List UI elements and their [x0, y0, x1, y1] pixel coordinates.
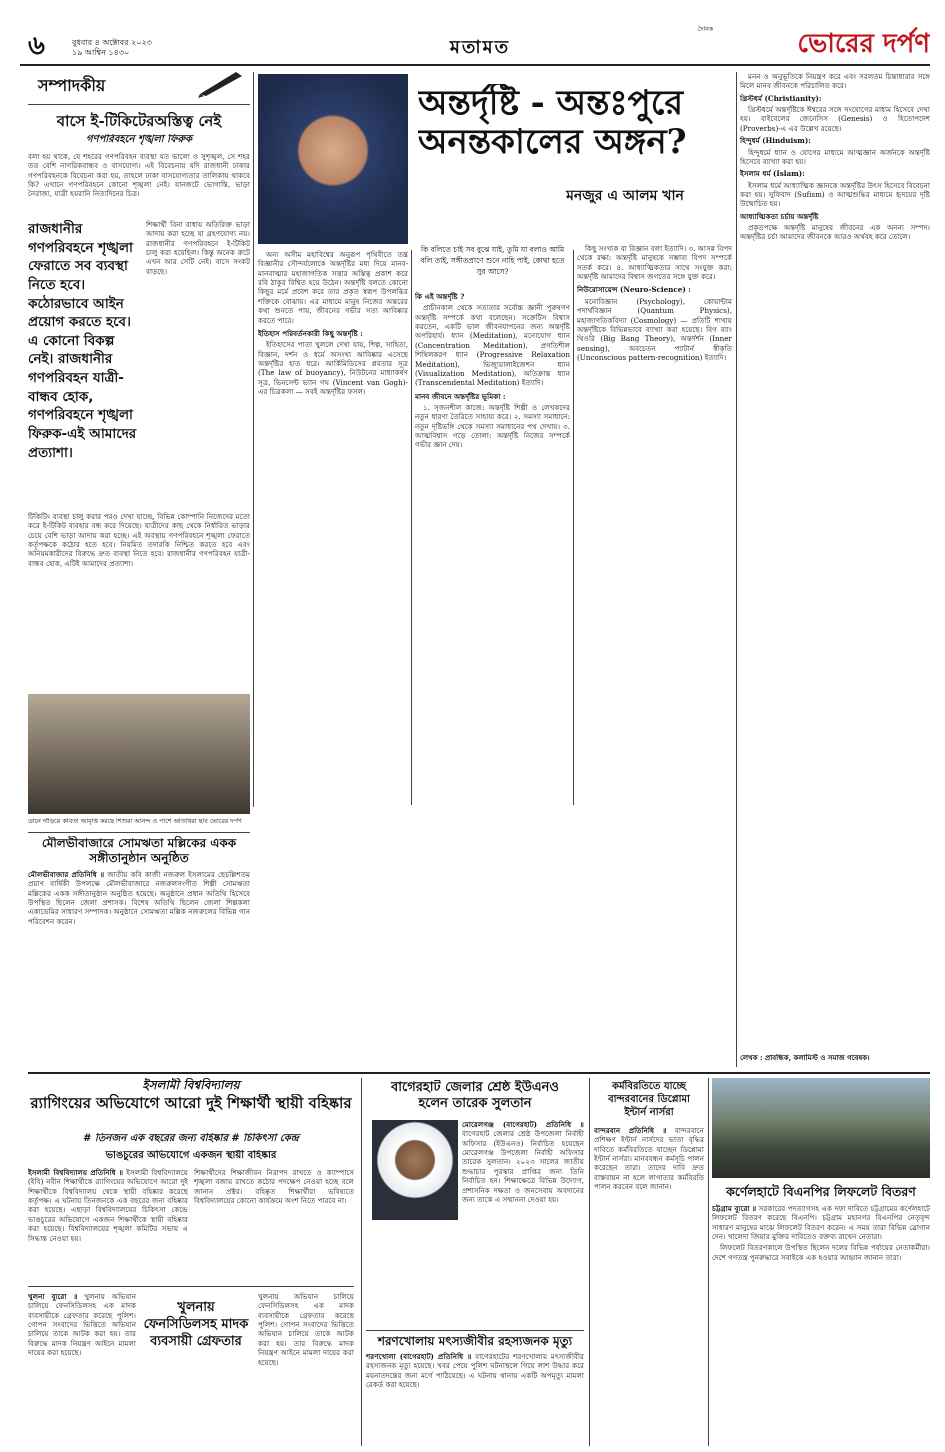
op-ed-col-2-text: প্রাচীনকাল থেকে সত্যতার সর্বোচ্চ জ্ঞানী পুরুষগণ অন্তর্দৃষ্টি সম্পর্কে কথা বলেছেন। সক্রেটিস বিশ্বাস করতেন, একটি ভাল জীবনযাপনের জন্য অন্তর্দৃষ্টি অপরিহার্য। ধ্যান (Meditation), মনোযোগ ধ্যান (Concentration Meditation), প্রগতিশীল শিথিলকরণ ধ্যান (Progressive Relaxation Meditation), ভিজ্যুয়ালাইজেশন ধ্যান (Visualization Meditation), অতিক্রান্ত ধ্যান (Transcendental Meditation) ইত্যাদি।	[415, 303, 570, 388]
op-ed-col-3-subhead: নিউরোসায়েন্স (Neuro-Science) :	[577, 285, 691, 295]
editorial-top-rule	[28, 104, 250, 105]
masthead-small: দৈনিক	[698, 26, 714, 33]
bandarban-headline	[594, 1080, 704, 1119]
editorial-label	[28, 72, 250, 102]
iu-dateline: ইসলামী বিশ্ববিদ্যালয় প্রতিনিধি ॥	[28, 1168, 124, 1177]
page-header	[0, 0, 945, 66]
editorial-headline: বাসে ই-টিকিটেরঅস্তিত্ব নেই	[56, 112, 222, 130]
karnaphuli-body-2: লিফলেট বিতরণকালে উপস্থিত ছিলেন দলের বিভিন্ন পর্যায়ের নেতাকর্মীরা। দেশে গণতন্ত্র পুনরুদ্ধারে সবাইকে এক হওয়ার আহ্বান জানান তারা।	[712, 1243, 930, 1262]
bagerhat-headline-line-2: হলেন তারেক সুলতান	[418, 1096, 532, 1112]
karnaphuli-dateline: চট্টগ্রাম ব্যুরো ॥	[712, 1204, 757, 1213]
masthead	[690, 26, 930, 64]
khulna-dateline: খুলনা ব্যুরো ॥	[28, 1292, 78, 1301]
op-ed-headline-line-1: অন্তর্দৃষ্টি - অন্তঃপুরে	[418, 84, 684, 123]
divider-bottom	[28, 1072, 930, 1074]
bagerhat-headline	[366, 1080, 584, 1113]
op-ed-col-4-text: মনন ও অনুভূতিকে নিয়ন্ত্রণ করে এবং সরলতম চিন্তাধারার সঙ্গে মিলে মানব জীবনকে পরিচালিত করে।	[740, 72, 930, 91]
editorial-subhead: গণপরিবহনে শৃঙ্খলা ফিরুক	[85, 134, 193, 145]
sharankhola-headline: শরণখোলায় মৎস্যজীবীর রহস্যজনক মৃত্যু	[377, 1334, 573, 1348]
op-ed-col-4-text-e: প্রকৃতপক্ষে অন্তর্দৃষ্টি মানুষের জীবনের এক অনন্য সম্পদ। অন্তর্দৃষ্টির চর্চা আমাদের জীবনকে আরও অর্থবহ করে তোলে।	[740, 223, 930, 242]
op-ed-col-2-subhead: কি এই অন্তর্দৃষ্টি ?	[415, 292, 465, 301]
iu-headline: র‌্যাগিংয়ের অভিযোগে আরো দুই শিক্ষার্থী স্থায়ী বহিষ্কার	[30, 1094, 352, 1112]
divider-sharankhola-top	[366, 1330, 584, 1331]
masthead-logo: ভোরের দর্পণ	[797, 29, 930, 59]
header-rule	[20, 64, 930, 66]
op-ed-author-note: লেখক : প্রাবন্ধিক, কলামিস্ট ও সমাজ গবেষক।	[740, 1054, 870, 1062]
karnaphuli-article	[712, 1204, 930, 1444]
op-ed-author: মনজুর এ আলম খান	[566, 188, 684, 204]
iu-article-col-2: শিক্ষার্থীদের শিক্ষাজীবন নিরাপদ রাখতে ও ক্যাম্পাসে শৃঙ্খলা বজায় রাখতে কঠোর পদক্ষেপ নেওয়া হচ্ছে বলে জানান প্রক্টর। বহিষ্কৃত শিক্ষার্থীরা ভবিষ্যতে বিশ্ববিদ্যালয়ের কোনো কার্যক্রমে অংশ নিতে পারবে না।	[194, 1168, 354, 1206]
iu-kicker: ইসলামী বিশ্ববিদ্যালয়	[142, 1078, 240, 1092]
section-title: মতামত	[449, 37, 511, 58]
moulvibazar-headline: মৌলভীবাজারে সোমঋতা মল্লিকের একক সঙ্গীতানুষ্ঠান অনুষ্ঠিত	[41, 836, 237, 865]
moulvibazar-dateline: মৌলভীবাজার প্রতিনিধি ॥	[28, 870, 105, 879]
editorial-pullquote: রাজধানীর গণপরিবহনে শৃঙ্খলা ফেরাতে সব ব্যবস্থা নিতে হবে। কঠোরভাবে আইন প্রয়োগ করতে হবে। এ কোনো বিকল্প নেই। রাজধানীর গণপরিবহন যাত্রী-বান্ধব হোক, গণপরিবহনে শৃঙ্খলা ফিরুক-এই আমাদের প্রত্যাশা।	[28, 221, 137, 461]
op-ed-headline-line-2: অনন্তকালের অঙ্গন?	[418, 122, 687, 163]
op-ed-col-4-text-b: খ্রিস্টধর্মে অন্তর্দৃষ্টিকে ঈশ্বরের সঙ্গে সংযোগের মাধ্যম হিসেবে দেখা হয়। বাইবেলের জেনেসিস (Genesis) ও হিতোপদেশ (Proverbs)-এ এর উল্লেখ রয়েছে।	[740, 105, 930, 133]
iu-body: ইসলামী বিশ্ববিদ্যালয়ে (ইবি) নবীন শিক্ষার্থীকে র‌্যাগিংয়ের অভিযোগে আরো দুই শিক্ষার্থীকে বিশ্ববিদ্যালয় থেকে স্থায়ী বহিষ্কার করেছে কর্তৃপক্ষ। এ ঘটনায় তিনজনকে এক বছরের জন্য বহিষ্কার করা হয়েছে। এছাড়া বিশ্ববিদ্যালয়ের চিকিৎসা কেন্দ্রে ভাঙচুরের অভিযোগে একজন শিক্ষার্থীকে স্থায়ী বহিষ্কার করা হয়েছে। বিশ্ববিদ্যালয়ের শৃঙ্খলা কমিটির সভায় এ সিদ্ধান্ত নেওয়া হয়।	[28, 1168, 188, 1243]
iu-subhead: ভাঙচুরের অভিযোগে একজন স্থায়ী বহিষ্কার	[105, 1150, 277, 1161]
sharankhola-dateline: শরণখোলা (বাগেরহাট) প্রতিনিধি ॥	[366, 1352, 472, 1361]
op-ed-col-1-text-b: ইতিহাসের পাতা খুললে দেখা যায়, শিল্প, সাহিত্য, বিজ্ঞান, দর্শন ও ধর্মে অসংখ্য আবিষ্কার এসেছে অন্তর্দৃষ্টির হাত ধরে। আর্কিমিডিসের প্লবতার সূত্র (The law of buoyancy), নিউটনের মাধ্যাকর্ষণ সূত্র, ভিনসেন্ট ভ্যান গঘ (Vincent van Gogh)-এর চিত্রকলা — সবই অন্তর্দৃষ্টির ফসল।	[258, 340, 408, 397]
op-ed-col-4	[740, 72, 930, 805]
op-ed-col-4-subhead-2: হিন্দুধর্ম (Hinduism):	[740, 136, 811, 146]
bagerhat-article	[462, 1120, 584, 1325]
op-ed-col-4-subhead: খ্রিস্টধর্ম (Christianity):	[740, 93, 822, 103]
editorial-body-1: বলা হয় থাকে, যে শহরের গণপরিবহন ব্যবস্থা যত ভালো ও সুশৃঙ্খল, সে শহর তত বেশি নাগরিকবান্ধব ও বাসযোগ্য। এই বিবেচনায় যদি রাজধানী ঢাকার গণপরিবহনকে বিবেচনা করা হয়, তাহলে ঢাকা বাসযোগ্যতার তালিকায় থাকবে কি? এখানে গণপরিবহনে কোনো শৃঙ্খলা নেই। যানজটে ভোগান্তি, ভাড়া নৈরাজ্য, যাত্রী হয়রানি নিত্যদিনের চিত্র।	[28, 152, 250, 199]
op-ed-col-2-text-b: ১. সৃজনশীল কাজে: অন্তর্দৃষ্টি শিল্পী ও লেখকদের নতুন ধারণা তৈরিতে সাহায্য করে। ২. সমস্যা সমাধানে: নতুন দৃষ্টিভঙ্গি থেকে সমস্যা সমাধানের পথ দেখায়। ৩. আত্মবিশ্বাস গড়ে তোলা: অন্তর্দৃষ্টি নিজের সম্পর্কে গভীর জ্ঞান দেয়।	[415, 402, 570, 450]
iu-tags: # তিনজন এক বছরের জন্য বহিষ্কার # চিকিৎসা কেন্দ্র	[83, 1133, 299, 1144]
op-ed-col-4-text-c: হিন্দুধর্মে ধ্যান ও যোগের মাধ্যমে আত্মজ্ঞান অর্জনকে অন্তর্দৃষ্টি হিসেবে ব্যাখ্যা করা হয়।	[740, 147, 930, 166]
op-ed-poem: কি বলিতে চাই সব বুঝে যাই, তুমি যা বলাও আমি বলি তাই, সঙ্গীতপ্রাণে শুনে নাহি পাই, কোথা হতে সুর আসে?	[420, 245, 565, 277]
divider-bottom-3	[708, 1078, 709, 1446]
bagerhat-body: বাগেরহাট জেলার শ্রেষ্ঠ উপজেলা নির্বাহী অফিসার (ইউএনও) নির্বাচিত হয়েছেন মোরেলগঞ্জ উপজেলা নির্বাহী অফিসার তারেক সুলতান। ২০২৩ সালের জাতীয় শুদ্ধাচার পুরস্কার প্রাপ্তির জন্য তিনি নির্বাচিত হন। শিক্ষাক্ষেত্রে বিভিন্ন উদ্যোগ, প্রশাসনিক দক্ষতা ও জনসেবায় অবদানের জন্য তাকে এ সম্মাননা দেওয়া হয়।	[462, 1129, 584, 1204]
editorial-body-2: শিক্ষার্থী বিনা বাধায় অতিরিক্ত ভাড়া আদায় করা হচ্ছে যা গ্রহণযোগ্য নয়। রাজধানীর গণপরিবহনে ই-টিকিট চালু করা হয়েছিল। কিন্তু অনেক রুটে এখন আর সেটি নেই। বাসে সংকট বাড়ছে।	[146, 220, 250, 276]
sharankhola-body: বাগেরহাটের শরণখোলায় মৎস্যজীবীর রহস্যজনক মৃত্যু হয়েছে। খবর পেয়ে পুলিশ ঘটনাস্থলে গিয়ে লাশ উদ্ধার করে ময়নাতদন্তের জন্য মর্গে পাঠিয়েছে। এ ঘটনায় থানায় একটি অপমৃত্যু মামলা রেকর্ড করা হয়েছে।	[366, 1352, 584, 1390]
divider-oped-1	[411, 250, 412, 805]
khulna-body: খুলনায় অভিযান চালিয়ে ফেনসিডিলসহ এক মাদক ব্যবসায়ীকে গ্রেফতার করেছে পুলিশ। গোপন সংবাদের ভিত্তিতে অভিযান চালিয়ে তাকে আটক করা হয়। তার বিরুদ্ধে মাদক নিয়ন্ত্রণ আইনে মামলা দায়ের করা হয়েছে।	[28, 1292, 136, 1358]
khulna-headline: খুলনায় ফেনসিডিলসহ মাদক ব্যবসায়ী গ্রেফতার	[143, 1300, 249, 1349]
pen-icon	[196, 72, 246, 98]
bagerhat-portrait	[372, 1120, 458, 1220]
author-portrait	[258, 74, 408, 244]
editorial-label-text: সম্পাদকীয়	[38, 76, 106, 95]
date-line-2: ১৯ আশ্বিন ১৪৩০	[72, 48, 130, 58]
page-number: ৬	[28, 31, 45, 61]
bandarban-article	[594, 1126, 704, 1444]
op-ed-col-3-text: কিছু সংখ্যক বা বিজ্ঞান বলা ইত্যাদি। ৩. আসন্ন বিপদ থেকে রক্ষা: অন্তর্দৃষ্টি মানুষকে সম্ভাব্য বিপদ সম্পর্কে সতর্ক করে। ৪. আধ্যাত্মিকতার সাথে সংযুক্ত করা: অন্তর্দৃষ্টি আমাদের বিশ্বাস জগতের সঙ্গে যুক্ত করে।	[577, 244, 732, 282]
divider-moulvibazar-top	[28, 832, 250, 833]
op-ed-col-2-subhead-2: মানব জীবনে অন্তর্দৃষ্টির ভূমিকা :	[415, 391, 506, 401]
khulna-article-col-1	[28, 1292, 136, 1442]
op-ed-col-2	[415, 292, 570, 805]
divider-bottom-2	[589, 1078, 590, 1446]
bandarban-body: বান্দরবানে প্রশিক্ষণ ইন্টার্ন নার্সদের ভাতা বৃদ্ধির দাবিতে কর্মবিরতিতে যাচ্ছেন ডিপ্লোমা ইন্টার্ন নার্সরা। মানববন্ধন কর্মসূচি পালন করেছেন তারা। তাদের দাবি দ্রুত বাস্তবায়ন না হলে লাগাতার কর্মবিরতি পালন করবেন বলে জানান।	[594, 1126, 704, 1192]
iu-article-col-1	[28, 1168, 188, 1280]
op-ed-col-3-text-b: মনোবিজ্ঞান (Psychology), কোয়ান্টাম পদার্থবিজ্ঞান (Quantum Physics), মহাজাগতিকবিদ্যা (Cosmology) — প্রতিটি শাখায় অন্তর্দৃষ্টিকে বিভিন্নভাবে ব্যাখ্যা করা হয়েছে। বিগ ব্যাং থিওরি (Big Bang Theory), অন্তর্দর্শন (Inner sensing), অবচেতন প্যাটার্ন স্বীকৃতি (Unconscious pattern-recognition) ইত্যাদি।	[577, 296, 732, 362]
date-line-1: বুধবার ৪ অক্টোবর ২০২৩	[72, 38, 152, 47]
divider-khulna-top	[28, 1286, 354, 1287]
sharankhola-article	[366, 1352, 584, 1444]
bandarban-headline-line-3: ইন্টার্ন নার্সরা	[624, 1107, 674, 1118]
moulvibazar-article	[28, 870, 250, 1065]
bandarban-headline-line-2: বান্দরবানের ডিপ্লোমা	[608, 1094, 690, 1105]
karnaphuli-photo	[712, 1078, 930, 1178]
khulna-article-col-2: খুলনায় অভিযান চালিয়ে ফেনসিডিলসহ এক মাদক ব্যবসায়ীকে গ্রেফতার করেছে পুলিশ। গোপন সংবাদের ভিত্তিতে অভিযান চালিয়ে তাকে আটক করা হয়। তার বিরুদ্ধে মাদক নিয়ন্ত্রণ আইনে মামলা দায়ের করা হয়েছে।	[258, 1292, 354, 1367]
editorial-body-3: টিকিটিং ব্যবস্থা চালু করার পরও দেখা যাচ্ছে, বিভিন্ন কোম্পানি নিজেদের মতো করে ই-টিকিট ব্যবহার বন্ধ করে দিয়েছে। যাত্রীদের কাছ থেকে নির্ধারিত ভাড়ার চেয়ে বেশি ভাড়া আদায় করা হচ্ছে। এই অবস্থায় গণপরিবহনে শৃঙ্খলা ফেরাতে কর্তৃপক্ষকে কঠোর হতে হবে। নিয়মিত তদারকি নিশ্চিত করতে হবে এবং অনিয়মকারীদের বিরুদ্ধে দ্রুত ব্যবস্থা নিতে হবে। রাজধানীর গণপরিবহন যাত্রী-বান্ধব হোক, এটিই আমাদের প্রত্যাশা।	[28, 512, 250, 568]
karnaphuli-headline: কর্ণেলহাটে বিএনপির লিফলেট বিতরণ	[726, 1184, 916, 1199]
op-ed-col-1-subhead: ইতিহাস পরিবর্তনকারী কিছু অন্তর্দৃষ্টি :	[258, 328, 363, 338]
editorial-photo-caption: ডানে দাঁড়িয়ে কবিতা আবৃত্তি করছে শিশুরা আনন্দ ও পাশে অতিথিরা ছবি ভোরের দর্পণ	[28, 818, 242, 825]
header-date	[72, 38, 222, 58]
bandarban-dateline: বান্দরবান প্রতিনিধি ॥	[594, 1126, 667, 1135]
op-ed-col-4-subhead-3: ইসলাম ধর্ম (Islam):	[740, 169, 805, 179]
bandarban-headline-line-1: কর্মবিরতিতে যাচ্ছে	[612, 1081, 686, 1092]
karnaphuli-body: সরকারের পদত্যাগসহ এক দফা দাবিতে চট্টগ্রামের কর্ণেলহাটে লিফলেট বিতরণ করেছে বিএনপি। চট্টগ্রাম মহানগর বিএনপির নেতৃবৃন্দ সাধারণ মানুষের মাঝে লিফলেট বিতরণ করেন। এ সময় তারা বিভিন্ন স্লোগান দেন। খালেদা জিয়ার মুক্তির দাবিতেও বক্তব্য রাখেন নেতারা।	[712, 1204, 930, 1242]
divider-bottom-1	[361, 1078, 362, 1446]
divider-left	[253, 72, 254, 807]
op-ed-headline	[418, 84, 758, 184]
editorial-photo	[28, 694, 250, 814]
bagerhat-headline-line-1: বাগেরহাট জেলার শ্রেষ্ঠ ইউএনও	[391, 1080, 559, 1095]
op-ed-col-4-subhead-4: আধ্যাত্মিকতা চর্চায় অন্তর্দৃষ্টি	[740, 211, 819, 221]
bagerhat-dateline: মোরেলগঞ্জ (বাগেরহাট) প্রতিনিধি ॥	[462, 1120, 584, 1129]
op-ed-col-1	[258, 250, 408, 805]
op-ed-col-1-text: অন্য অসীম মহাবিশ্বের অনুরূপ পৃথিবীতে তন্ত্র বিজ্ঞানীর সৌন্দর্যলোকে অন্তর্দৃষ্টির মধ্য দিয়ে মানব-মানবাত্মার মহাজাগতিক সত্তার অস্তিত্ব প্রকাশ করে রবি ঠাকুর বিশ্বিত হয়ে উঠেন। অন্তর্দৃষ্টি বলতে কোনো কিছুর মর্মে প্রবেশ করে তার প্রকৃত স্বরূপ উপলব্ধির শক্তিকে বোঝায়। এর মাধ্যমে মানুষ নিজের অন্তরের কথা শুনতে পায়, জীবনের গভীর সত্য আবিষ্কার করতে পারে।	[258, 250, 408, 325]
op-ed-col-4-text-d: ইসলাম ধর্মে আধ্যাত্মিক জ্ঞানকে অন্তর্দৃষ্টির উৎস হিসেবে বিবেচনা করা হয়। সুফিবাদ (Sufism) ও আত্মশুদ্ধির মাধ্যমে হৃদয়ের দৃষ্টি উন্মোচিত হয়।	[740, 180, 930, 209]
divider-oped-3	[736, 72, 737, 1067]
divider-oped-2	[573, 250, 574, 805]
op-ed-col-3	[577, 244, 732, 805]
moulvibazar-body: জাতীয় কবি কাজী নজরুল ইসলামের ছেচল্লিশতম প্রয়াণ বার্ষিকী উপলক্ষে মৌলভীবাজারে নজরুলসংগীত শিল্পী সোমঋতা মল্লিকের একক সঙ্গীতানুষ্ঠান অনুষ্ঠিত হয়েছে। অনুষ্ঠানে প্রধান অতিথি হিসেবে উপস্থিত ছিলেন জেলা প্রশাসক। বিশেষ অতিথি ছিলেন জেলা শিল্পকলা একাডেমির সাধারণ সম্পাদক। অনুষ্ঠানে সোমঋতা মল্লিক নজরুলের বিভিন্ন গান পরিবেশন করেন।	[28, 870, 250, 926]
